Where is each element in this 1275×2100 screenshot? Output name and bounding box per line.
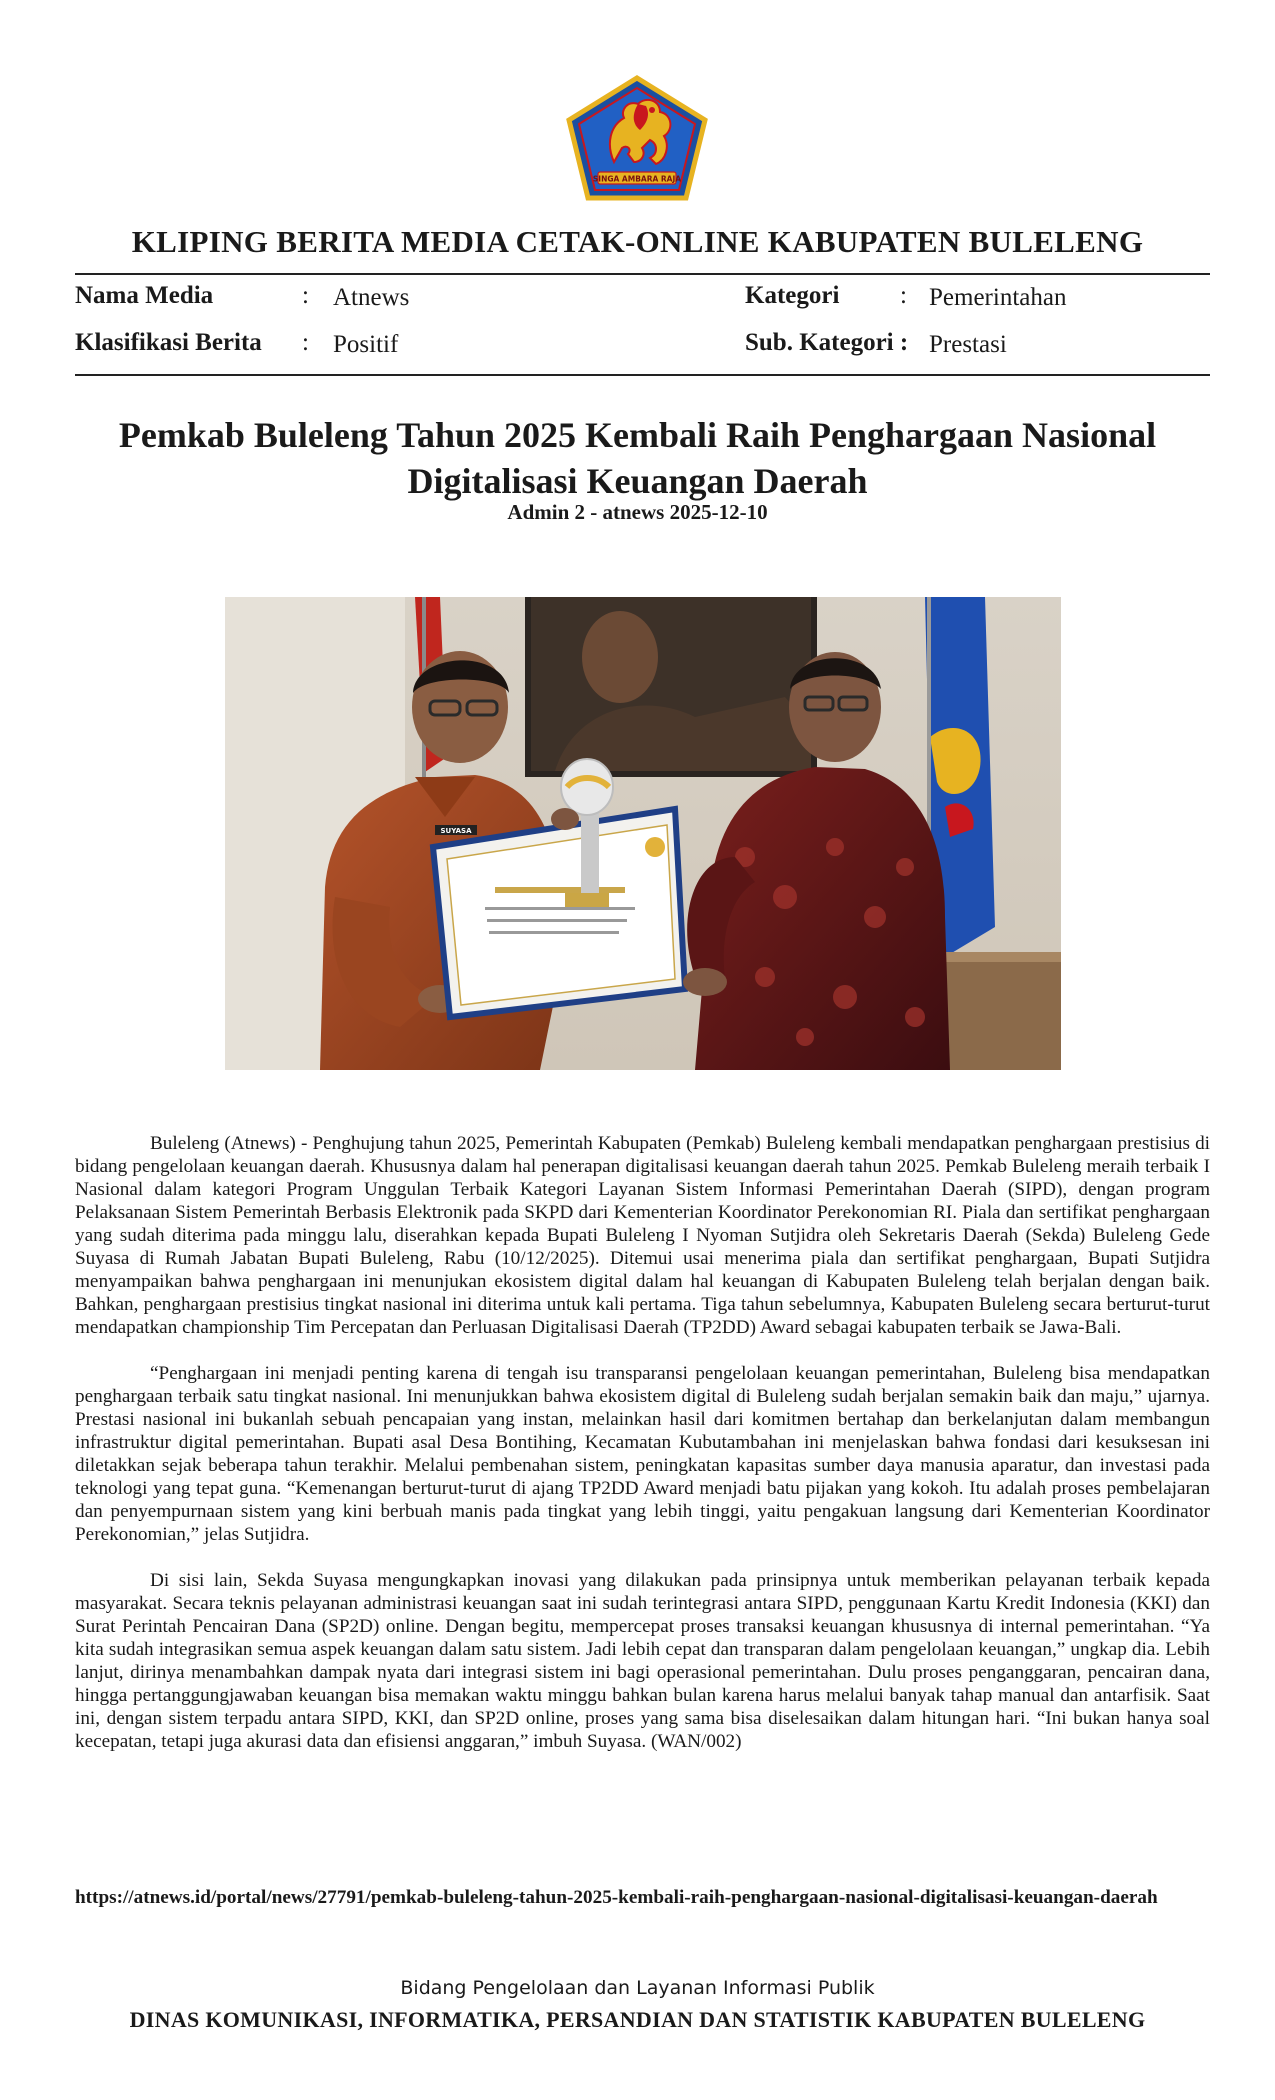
klasifikasi-value: Positif	[333, 331, 399, 358]
kategori-separator: :	[900, 282, 907, 309]
article-paragraph-1: Buleleng (Atnews) - Penghujung tahun 2025, Pemerintah Kabupaten (Pemkab) Buleleng kembali mendapatkan penghargaan prestisius di bidang pengelolaan keuangan daerah. Khususnya dalam hal penerapan digitalisasi keuangan daerah tahun 2025. Pemkab Buleleng meraih terbaik I Nasional dalam kategori Program Unggulan Terbaik Kategori Layanan Sistem Informasi Pemerintahan Daerah (SIPD), dengan program Pelaksanaan Sistem Pemerintah Berbasis Elektronik pada SKPD dari Kementerian Koordinator Perekonomian RI. Piala dan sertifikat penghargaan yang sudah diterima pada minggu lalu, diserahkan kepada Bupati Buleleng I Nyoman Sutjidra oleh Sekretaris Daerah (Sekda) Buleleng Gede Suyasa di Rumah Jabatan Bupati Buleleng, Rabu (10/12/2025). Ditemui usai menerima piala dan sertifikat penghargaan, Bupati Sutjidra menyampaikan bahwa penghargaan ini menunjukan ekosistem digital dalam hal keuangan di Kabupaten Buleleng telah berjalan dengan baik. Bahkan, penghargaan prestisius tingkat nasional ini diterima untuk kali pertama. Tiga tahun sebelumnya, Kabupaten Buleleng secara berturut-turut mendapatkan championship Tim Percepatan dan Perluasan Digitalisasi Daerah (TP2DD) Award sebagai kabupaten terbaik se Jawa-Bali.	[75, 1133, 1210, 1338]
article-byline: Admin 2 - atnews 2025-12-10	[507, 500, 768, 524]
kategori-label: Kategori	[745, 282, 840, 309]
meta-divider	[75, 374, 1210, 376]
sub-kategori-label: Sub. Kategori :	[745, 329, 909, 356]
headline-line-2: Digitalisasi Keuangan Daerah	[407, 461, 868, 501]
kategori-value: Pemerintahan	[929, 284, 1067, 311]
name-badge-text: SUYASA	[440, 827, 472, 835]
nama-media-value: Atnews	[333, 284, 410, 311]
source-url[interactable]: https://atnews.id/portal/news/27791/pemkab-buleleng-tahun-2025-kembali-raih-penghargaan-nasional-digitalisasi-keuangan-daerah	[75, 1887, 1158, 1908]
footer-agency: DINAS KOMUNIKASI, INFORMATIKA, PERSANDIAN DAN STATISTIK KABUPATEN BULELENG	[129, 2007, 1146, 2032]
klasifikasi-separator: :	[302, 329, 309, 356]
footer-department: Bidang Pengelolaan dan Layanan Informasi Publik	[400, 1977, 875, 1999]
nama-media-label: Nama Media	[75, 282, 214, 309]
klasifikasi-label: Klasifikasi Berita	[75, 329, 262, 356]
article-paragraph-3: Di sisi lain, Sekda Suyasa mengungkapkan inovasi yang dilakukan pada prinsipnya untuk memberikan pelayanan terbaik kepada masyarakat. Secara teknis pelayanan administrasi keuangan saat ini sudah terintegrasi antara SIPD, penggunaan Kartu Kredit Indonesia (KKI) dan Surat Perintah Pencairan Dana (SP2D) online. Dengan begitu, mempercepat proses transaksi keuangan khususnya di internal pemerintahan. “Ya kita sudah integrasikan semua aspek keuangan dalam satu sistem. Jadi lebih cepat dan transparan dalam pengelolaan keuangan,” ungkap dia. Lebih lanjut, dirinya menambahkan dampak nyata dari integrasi sistem ini bagi operasional pemerintahan. Dulu proses penganggaran, pencairan dana, hingga pertanggungjawaban keuangan bisa memakan waktu minggu bahkan bulan karena harus melalui banyak tahap manual dan antarfisik. Saat ini, dengan sistem terpadu antara SIPD, KKI, dan SP2D online, proses yang sama bisa diselesaikan dalam hitungan hari. “Ini bukan hanya soal kecepatan, tetapi juga akurasi data dan efisiensi anggaran,” imbuh Suyasa. (WAN/002)	[75, 1570, 1210, 1752]
top-divider	[75, 273, 1210, 275]
article-paragraph-2: “Penghargaan ini menjadi penting karena di tengah isu transparansi pengelolaan keuangan pemerintahan, Buleleng bisa mendapatkan penghargaan terbaik satu tingkat nasional. Ini menunjukkan bahwa ekosistem digital di Buleleng sudah berjalan semakin baik dan maju,” ujarnya. Prestasi nasional ini bukanlah sebuah pencapaian yang instan, melainkan hasil dari komitmen bertahap dan berkelanjutan dalam membangun infrastruktur digital pemerintahan. Bupati asal Desa Bontihing, Kecamatan Kubutambahan ini menjelaskan bahwa fondasi dari kesuksesan ini diletakkan sejak beberapa tahun terakhir. Melalui pembenahan sistem, peningkatan kapasitas sumber daya manusia aparatur, dan investasi pada teknologi yang tepat guna. “Kemenangan berturut-turut di ajang TP2DD Award menjadi batu pijakan yang kokoh. Itu adalah proses pembelajaran dan penyempurnaan sistem yang kini berbuah manis pada tingkat yang lebih tinggi, yaitu pengakuan langsung dari Kementerian Koordinator Perekonomian,” jelas Sutjidra.	[75, 1363, 1210, 1545]
article-body	[75, 1132, 1210, 1776]
article-headline	[0, 412, 1275, 504]
kliping-title: KLIPING BERITA MEDIA CETAK-ONLINE KABUPATEN BULELENG	[131, 224, 1144, 259]
logo-banner-text: SINGA AMBARA RAJA	[592, 174, 682, 184]
headline-line-1: Pemkab Buleleng Tahun 2025 Kembali Raih Penghargaan Nasional	[118, 415, 1157, 455]
kabupaten-buleleng-logo	[562, 74, 712, 204]
article-photo	[225, 597, 1061, 1070]
sub-kategori-value: Prestasi	[929, 331, 1007, 358]
nama-media-separator: :	[302, 282, 309, 309]
